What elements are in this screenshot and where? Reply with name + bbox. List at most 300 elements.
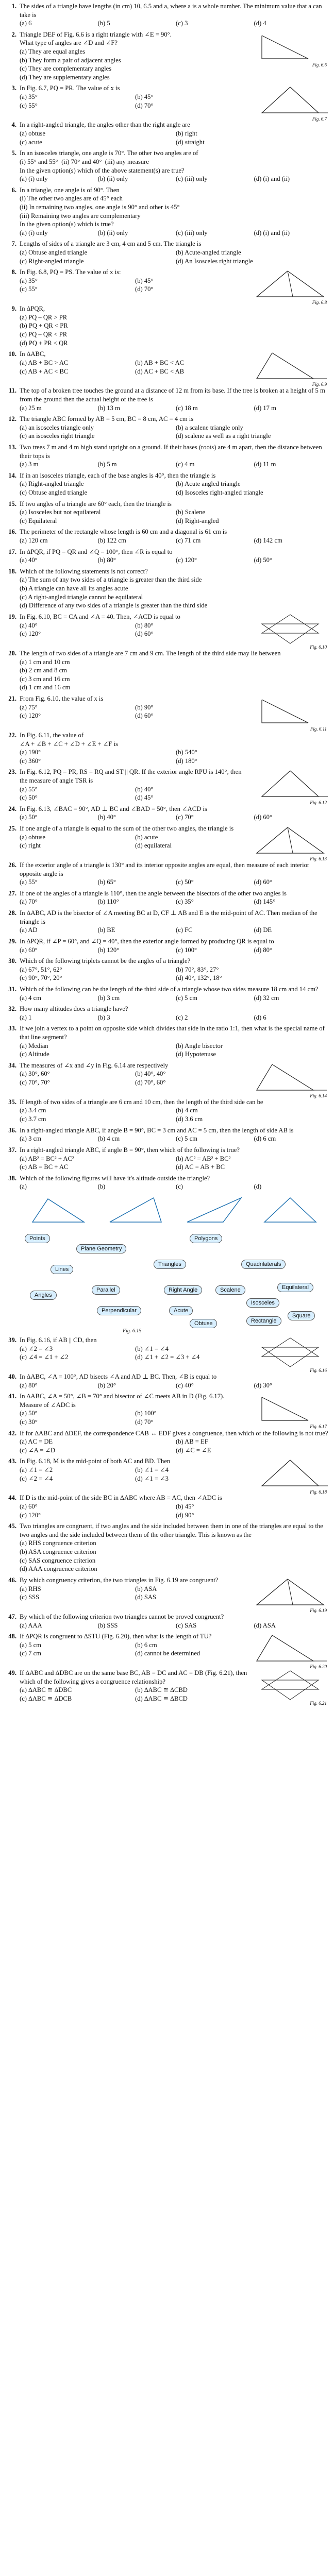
figure (252, 268, 329, 306)
concept-node: Perpendicular (97, 1306, 141, 1315)
answer-option[interactable]: (b) (97, 1183, 106, 1191)
answer-option[interactable]: (c) PQ – QR < PR (20, 331, 68, 338)
answer-option[interactable]: (c) SAS congruence criterion (20, 1556, 96, 1564)
question-text: If one of the angles of a triangle is 110°, then the angle between the bisectors of the other two angles is (20, 889, 287, 897)
answer-option[interactable]: (d) 60° (135, 712, 154, 720)
answer-option[interactable]: (b) Acute angled triangle (176, 480, 241, 488)
question-text: If ∆PQR is congruent to ∆STU (Fig. 6.20), then what is the length of TU? (20, 1633, 212, 1640)
question-text: If ∆ABC and ∆DBC are on the same base BC, AB = DC and AC = DB (Fig. 6.21), then which of the following gives a congruence relationship? (20, 1669, 249, 1685)
answer-option[interactable]: (a) 120 cm (20, 537, 48, 545)
option-list (20, 1013, 329, 1022)
option-triangle (182, 1194, 244, 1226)
option-list (20, 1686, 247, 1703)
answer-option[interactable]: (d) ∆ABC ≅ ∆BCD (135, 1694, 188, 1702)
figure-caption: Fig. 6.20 (310, 1664, 327, 1670)
option-list (20, 93, 247, 110)
question-text: Which of the following can be the length of the third side of a triangle whose two sides measure 18 cm and 14 cm? (20, 985, 319, 993)
figure-drawing (252, 1061, 329, 1094)
answer-option[interactable]: (b) AC² = AB² + BC² (176, 1155, 231, 1162)
answer-option[interactable]: (d) 50° (254, 556, 272, 564)
answer-option[interactable]: (a) 1 cm and 10 cm (20, 658, 70, 666)
option-list (20, 785, 247, 802)
option-triangle (27, 1194, 89, 1226)
answer-option[interactable]: (b) a scalene triangle only (176, 423, 243, 431)
figure-drawing (252, 1336, 329, 1369)
answer-option[interactable]: (a) 60° (20, 946, 38, 954)
answer-option[interactable]: (c) 100° (176, 946, 197, 954)
figure (252, 84, 329, 122)
question-item (4, 1613, 329, 1630)
answer-option[interactable]: (a) They are equal angles (20, 48, 86, 56)
question-number: 47. (8, 1613, 16, 1620)
question-text: If length of two sides of a triangle are 6 cm and 10 cm, then the length of the third side can be (20, 1098, 263, 1106)
answer-option[interactable]: (b) 70°, 83°, 27° (176, 965, 219, 973)
answer-option[interactable]: (d) (i) and (ii) (254, 175, 290, 183)
answer-option[interactable]: (a) 40° (20, 556, 38, 564)
answer-option[interactable]: (c) 30° (20, 1418, 38, 1426)
answer-option[interactable]: (c) SAS (176, 1621, 197, 1629)
question-number: 12. (8, 415, 16, 423)
answer-option[interactable]: (a) (i) only (20, 229, 48, 236)
option-list (20, 658, 329, 692)
answer-option[interactable]: (a) ∆ABC ≅ ∆DBC (20, 1686, 72, 1694)
option-list (20, 946, 329, 955)
question-number: 18. (8, 567, 16, 575)
answer-option[interactable]: (d) ∠1 = ∠3 (135, 1475, 169, 1482)
answer-option[interactable]: (b) 20° (97, 1381, 116, 1389)
answer-option[interactable]: (b) Angle bisector (176, 1042, 223, 1049)
answer-option[interactable]: (c) 71 cm (176, 537, 201, 545)
answer-option[interactable]: (d) SAS (135, 1594, 156, 1601)
question-text: In Fig. 6.12, PQ = PR, RS = RQ and ST || QR. If the exterior angle RPU is 140°, then the measure of angle TSR is (20, 768, 243, 784)
answer-option[interactable]: (b) 110° (97, 898, 119, 906)
answer-option[interactable]: (a) 3 m (20, 461, 39, 468)
answer-option[interactable]: (c) 5 cm (176, 1135, 197, 1143)
question-text: In ∆PQR, if ∠P = 60°, and ∠Q = 40°, then the exterior angle formed by producing QR is equal to (20, 937, 274, 945)
answer-option[interactable]: (c) A right-angled triangle cannot be equilateral (20, 593, 143, 601)
concept-node: Plane Geometry (76, 1244, 126, 1253)
concept-node: Rectangle (246, 1316, 281, 1326)
answer-option[interactable]: (c) 120° (20, 1511, 41, 1519)
answer-option[interactable]: (c) 120° (176, 556, 197, 564)
option-list (20, 575, 329, 609)
question-number: 3. (11, 84, 16, 92)
figure-caption: Fig. 6.14 (310, 1093, 327, 1098)
answer-option[interactable]: (d) (i) and (ii) (254, 229, 290, 236)
answer-option[interactable]: (d) ASA (254, 1621, 276, 1629)
answer-option[interactable]: (b) AB = EF (176, 1438, 208, 1446)
answer-option[interactable]: (a) 30°, 60° (20, 1070, 50, 1078)
answer-option[interactable]: (b) right (176, 130, 197, 138)
answer-option[interactable]: (c) 70°, 70° (20, 1079, 50, 1087)
answer-option[interactable]: (b) ASA (135, 1585, 157, 1592)
question-number: 44. (8, 1494, 16, 1502)
answer-option[interactable]: (a) Median (20, 1042, 48, 1049)
answer-option[interactable]: (b) Acute-angled triangle (176, 249, 241, 257)
answer-option[interactable]: (d) scalene as well as a right triangle (176, 432, 271, 440)
answer-option[interactable]: (d) ∠C = ∠E (176, 1446, 211, 1454)
answer-option[interactable]: (c) ∠2 = ∠4 (20, 1475, 53, 1482)
figure-caption: Fig. 6.15 (123, 1328, 142, 1334)
answer-option[interactable]: (c) 7 cm (20, 1650, 41, 1657)
answer-option[interactable]: (d) 45° (135, 794, 154, 802)
answer-option[interactable]: (c) 4 m (176, 461, 195, 468)
answer-option[interactable]: (a) an isosceles triangle only (20, 423, 94, 431)
question-item (4, 471, 329, 497)
answer-option[interactable]: (d) 70° (135, 101, 154, 109)
answer-option[interactable]: (b) Scalene (176, 509, 205, 516)
option-list (20, 994, 329, 1003)
answer-option[interactable]: (d) 6 (254, 1013, 266, 1021)
answer-option[interactable]: (c) FC (176, 926, 193, 934)
figure (252, 824, 329, 862)
answer-option[interactable]: (c) 18 m (176, 404, 198, 412)
question-item (4, 1457, 329, 1495)
answer-option[interactable]: (a) 80° (20, 1381, 38, 1389)
answer-option[interactable]: (a) (20, 1183, 27, 1191)
answer-option[interactable]: (c) Altitude (20, 1050, 49, 1058)
answer-option[interactable]: (a) 75° (20, 703, 38, 711)
answer-option[interactable]: (a) (i) only (20, 175, 48, 183)
figure-drawing (252, 30, 329, 63)
answer-option[interactable]: (d) ∠1 + ∠2 = ∠3 + ∠4 (135, 1353, 200, 1361)
answer-option[interactable]: (c) 55° (20, 285, 38, 293)
answer-option[interactable]: (d) AC = AB + BC (176, 1163, 225, 1171)
answer-option[interactable]: (d) Right-angled (176, 517, 219, 524)
answer-option[interactable]: (d) DE (254, 926, 272, 934)
answer-option[interactable]: (b) 40° (97, 814, 116, 821)
answer-option[interactable]: (b) 45° (176, 1503, 194, 1511)
question-text: In ∆PQR, (20, 305, 45, 313)
answer-option[interactable]: (a) 55° (20, 785, 38, 793)
option-list (20, 47, 247, 81)
question-text: If two angles of a triangle are 60° each, then the triangle is (20, 500, 172, 507)
answer-option[interactable]: (a) AB + BC > AC (20, 359, 69, 366)
question-item (4, 889, 329, 906)
answer-option[interactable]: (a) 4 cm (20, 994, 41, 1002)
question-text: In Fig. 6.7, PQ = PR. The value of x is (20, 84, 120, 92)
option-list (20, 1539, 329, 1573)
answer-option[interactable]: (b) 45° (135, 277, 154, 284)
answer-option[interactable]: (b) 45° (135, 93, 154, 101)
figure-drawing (252, 694, 329, 727)
answer-option[interactable]: (c) 40° (176, 1381, 194, 1389)
answer-option[interactable]: (c) (iii) only (176, 175, 208, 183)
answer-option[interactable]: (b) ∆ABC ≅ ∆CBD (135, 1686, 188, 1694)
answer-option[interactable]: (b) PQ + QR < PR (20, 322, 68, 330)
answer-option[interactable]: (a) obtuse (20, 833, 46, 841)
answer-option[interactable]: (c) an isosceles right triangle (20, 432, 95, 440)
answer-option[interactable]: (d) 32 cm (254, 994, 279, 1002)
answer-option[interactable]: (a) 25 m (20, 404, 42, 412)
answer-option[interactable]: (b) 4 cm (176, 1107, 198, 1114)
concept-node: Angles (30, 1291, 57, 1300)
question-item (4, 985, 329, 1002)
concept-node: Scalene (215, 1285, 245, 1295)
answer-option[interactable]: (c) 50° (176, 878, 194, 886)
answer-option[interactable]: (d) Isosceles right-angled triangle (176, 488, 263, 496)
answer-option[interactable]: (b) BE (97, 926, 115, 934)
question-text: In a right-angled triangle, the angles other than the right angle are (20, 121, 190, 129)
answer-option[interactable]: (d) 40°, 132°, 18° (176, 974, 222, 982)
figure-caption: Fig. 6.21 (310, 1701, 327, 1706)
figure (252, 1632, 329, 1670)
answer-option[interactable]: (c) 3.7 cm (20, 1115, 46, 1123)
answer-option[interactable]: (c) 120° (20, 712, 41, 720)
answer-option[interactable]: (c) SSS (20, 1594, 40, 1601)
question-item (4, 937, 329, 954)
figure-caption: Fig. 6.7 (312, 116, 327, 122)
question-item (4, 861, 329, 887)
answer-option[interactable]: (a) 6 (20, 20, 32, 27)
answer-option[interactable]: (c) They are complementary angles (20, 65, 112, 73)
answer-option[interactable]: (d) AAA congruence criterion (20, 1565, 97, 1573)
option-list (20, 1134, 329, 1143)
answer-option[interactable]: (a) AC = DE (20, 1438, 53, 1446)
concept-map (20, 1229, 329, 1332)
question-number: 7. (11, 240, 16, 248)
answer-option[interactable]: (d) An Isosceles right triangle (176, 257, 253, 265)
question-item (4, 694, 329, 732)
answer-option[interactable]: (a) The sum of any two sides of a triangle is greater than the third side (20, 576, 202, 584)
question-number: 8. (11, 268, 16, 276)
answer-option[interactable]: (d) 4 (254, 20, 266, 27)
option-list (20, 1641, 247, 1658)
answer-option[interactable]: (a) 50° (20, 1410, 38, 1417)
answer-option[interactable]: (d) 90° (176, 1511, 194, 1519)
answer-option[interactable]: (a) Right-angled triangle (20, 480, 84, 488)
answer-option[interactable]: (d) 80° (254, 946, 272, 954)
answer-option[interactable]: (c) AB + AC < BC (20, 367, 69, 375)
question-item (4, 1336, 329, 1374)
question-number: 26. (8, 861, 16, 869)
figure-caption: Fig. 6.9 (312, 382, 327, 387)
question-number: 10. (8, 350, 16, 358)
answer-option[interactable]: (a) 55° (20, 878, 38, 886)
answer-option[interactable]: (d) 180° (176, 757, 197, 765)
answer-option[interactable]: (a) 5 cm (20, 1641, 41, 1649)
answer-option[interactable]: (b) 40° (135, 785, 154, 793)
answer-option[interactable]: (b) 4 cm (97, 1135, 120, 1143)
answer-option[interactable]: (c) 2 (176, 1013, 188, 1021)
answer-option[interactable]: (c) 120° (20, 630, 41, 638)
answer-option[interactable]: (b) 3 cm (97, 994, 120, 1002)
answer-option[interactable]: (d) 11 m (254, 461, 276, 468)
answer-option[interactable]: (d) Difference of any two sides of a triangle is greater than the third side (20, 602, 208, 609)
answer-option[interactable]: (c) 5 cm (176, 994, 197, 1002)
question-item (4, 2, 329, 28)
answer-option[interactable]: (c) right (20, 842, 41, 850)
question-item (4, 149, 329, 183)
option-list (20, 556, 329, 565)
answer-option[interactable]: (d) straight (176, 138, 205, 146)
answer-option[interactable]: (d) 6 cm (254, 1135, 276, 1143)
answer-option[interactable]: (d) 142 cm (254, 537, 282, 545)
question-text: If in an isosceles triangle, each of the base angles is 40°, then the triangle is (20, 471, 216, 479)
answer-option[interactable]: (d) 1 cm and 16 cm (20, 684, 71, 691)
answer-option[interactable]: (a) Obtuse angled triangle (20, 249, 88, 257)
answer-option[interactable]: (a) 1 (20, 1013, 32, 1021)
answer-option[interactable]: (a) AD (20, 926, 38, 934)
answer-option[interactable]: (b) 80° (97, 556, 116, 564)
answer-option[interactable]: (a) 60° (20, 1503, 38, 1511)
answer-option[interactable]: (d) 30° (254, 1381, 272, 1389)
figure-drawing (252, 1392, 329, 1425)
question-number: 39. (8, 1336, 16, 1344)
answer-option[interactable]: (d) 60° (254, 814, 272, 821)
answer-option[interactable]: (c) 70° (176, 814, 194, 821)
question-text: In Fig. 6.13, ∠BAC = 90°, AD ⊥ BC and ∠BAD = 50°, then ∠ACD is (20, 805, 207, 812)
answer-option[interactable]: (d) 70° (135, 285, 154, 293)
answer-option[interactable]: (a) ∠1 = ∠2 (20, 1466, 53, 1474)
answer-option[interactable]: (a) 67°, 51°, 62° (20, 965, 62, 973)
answer-option[interactable]: (b) ∠1 = ∠4 (135, 1345, 169, 1352)
question-item (4, 957, 329, 982)
question-item (4, 613, 329, 650)
concept-node: Quadrilaterals (241, 1260, 286, 1269)
question-text: In Fig. 6.16, if AB || CD, then (20, 1336, 97, 1344)
answer-option[interactable]: (b) 40°, 40° (135, 1070, 166, 1078)
answer-option[interactable]: (b) ASA congruence criterion (20, 1548, 96, 1556)
answer-option[interactable]: (c) 3 (176, 20, 188, 27)
answer-option[interactable]: (b) (ii) only (97, 175, 128, 183)
answer-option[interactable]: (a) AAA (20, 1621, 42, 1629)
answer-option[interactable]: (c) 90°, 70°, 20° (20, 974, 62, 982)
answer-option[interactable]: (b) 80° (135, 621, 154, 629)
answer-option[interactable]: (d) 17 m (254, 404, 276, 412)
answer-option[interactable]: (a) 3.4 cm (20, 1107, 46, 1114)
answer-option[interactable]: (a) 70° (20, 898, 38, 906)
concept-node: Equilateral (277, 1283, 313, 1292)
answer-option[interactable]: (a) Isosceles but not equilateral (20, 509, 101, 516)
answer-option[interactable]: (c) AB = BC + AC (20, 1163, 69, 1171)
answer-option[interactable]: (a) 50° (20, 814, 38, 821)
answer-option[interactable]: (b) 100° (135, 1410, 157, 1417)
answer-option[interactable]: (c) (iii) only (176, 229, 208, 236)
answer-option[interactable]: (c) ∆ABC ≅ ∆DCB (20, 1694, 72, 1702)
answer-option[interactable]: (b) SSS (97, 1621, 118, 1629)
answer-option[interactable]: (a) AB² = BC² + AC² (20, 1155, 74, 1162)
answer-option[interactable]: (d) 145° (254, 898, 276, 906)
option-list (20, 965, 329, 982)
question-text: Which of the following statements is not correct? (20, 567, 148, 575)
question-text: In Fig. 6.10, BC = CA and ∠A = 40. Then, ∠ACD is equal to (20, 613, 180, 620)
answer-option[interactable]: (b) 13 m (97, 404, 120, 412)
question-item (4, 528, 329, 545)
answer-option[interactable]: (b) AB + BC < AC (135, 359, 185, 366)
answer-option[interactable]: (a) 35° (20, 93, 38, 101)
answer-option[interactable]: (c) 3 cm and 16 cm (20, 675, 70, 683)
answer-option[interactable]: (a) RHS (20, 1585, 41, 1592)
answer-option[interactable]: (d) Hypotenuse (176, 1050, 216, 1058)
answer-option[interactable]: (d) cannot be determined (135, 1650, 201, 1657)
answer-option[interactable]: (b) 90° (135, 703, 154, 711)
option-figures (20, 1194, 329, 1226)
answer-option[interactable]: (b) 6 cm (135, 1641, 157, 1649)
answer-option[interactable]: (b) 122 cm (97, 537, 126, 545)
answer-option[interactable]: (b) 65° (97, 878, 116, 886)
answer-option[interactable]: (c) ∠4 = ∠1 + ∠2 (20, 1353, 69, 1361)
answer-option[interactable]: (a) PQ – QR > PR (20, 313, 68, 321)
answer-option[interactable]: (a) 40° (20, 621, 38, 629)
question-text: In ∆ABC, AD is the bisector of ∠A meeting BC at D, CF ⊥ AB and E is the mid-point of AC. Then median of the triangle is (20, 909, 319, 925)
answer-option[interactable]: (d) 3.6 cm (176, 1115, 203, 1123)
answer-option[interactable]: (d) PQ + PR < QR (20, 339, 68, 347)
answer-option[interactable]: (c) Obtuse angled triangle (20, 488, 88, 496)
answer-option[interactable]: (c) 55° (20, 101, 38, 109)
answer-option[interactable]: (b) They form a pair of adjacent angles (20, 56, 121, 64)
answer-option[interactable]: (b) ∠1 = ∠4 (135, 1466, 169, 1474)
question-text: In ∆ABC, (20, 350, 46, 358)
answer-option[interactable]: (b) 120° (97, 946, 120, 954)
answer-option[interactable]: (b) 5 m (97, 461, 117, 468)
answer-option[interactable]: (d) 60° (254, 878, 272, 886)
answer-option[interactable]: (d) AC + BC < AB (135, 367, 185, 375)
concept-node: Lines (51, 1265, 73, 1274)
answer-option[interactable]: (d) (254, 1183, 262, 1191)
answer-option[interactable]: (a) obtuse (20, 130, 46, 138)
answer-option[interactable]: (b) 2 cm and 8 cm (20, 667, 67, 674)
answer-option[interactable]: (b) 3 (97, 1013, 110, 1021)
answer-option[interactable]: (c) acute (20, 138, 42, 146)
option-list (20, 536, 329, 545)
answer-option[interactable]: (d) 70°, 60° (135, 1079, 166, 1087)
answer-option[interactable]: (a) ∠2 = ∠3 (20, 1345, 53, 1352)
concept-node: Points (25, 1234, 50, 1243)
answer-option[interactable]: (a) 190° (20, 749, 41, 756)
figure (252, 30, 329, 67)
question-item (4, 1024, 329, 1058)
option-triangle (259, 1194, 321, 1226)
figure-caption: Fig. 6.19 (310, 1608, 327, 1614)
concept-node: Polygons (190, 1234, 222, 1243)
answer-option[interactable]: (c) 360° (20, 757, 41, 765)
answer-option[interactable]: (c) 50° (20, 794, 38, 802)
concept-node: Acute (169, 1306, 193, 1315)
answer-option[interactable]: (c) 35° (176, 898, 194, 906)
answer-option[interactable]: (c) ∠A = ∠D (20, 1446, 56, 1454)
question-text: Lengths of sides of a triangle are 3 cm, 4 cm and 5 cm. The triangle is (20, 240, 202, 248)
answer-option[interactable]: (d) They are supplementary angles (20, 73, 110, 81)
answer-option[interactable]: (c) (176, 1183, 183, 1191)
figure-caption: Fig. 6.18 (310, 1489, 327, 1495)
answer-option[interactable]: (b) A triangle can have all its angles acute (20, 585, 128, 592)
answer-option[interactable]: (b) 5 (97, 20, 110, 27)
answer-option[interactable]: (c) Equilateral (20, 517, 57, 524)
option-list (20, 129, 329, 146)
question-item (4, 1494, 329, 1519)
question-text: From Fig. 6.10, the value of x is (20, 694, 104, 702)
answer-option[interactable]: (b) 540° (176, 749, 197, 756)
answer-option[interactable]: (b) (ii) only (97, 229, 128, 236)
answer-option[interactable]: (a) 3 cm (20, 1135, 41, 1143)
question-text: If D is the mid-point of the side BC in ∆ABC where AB = AC, then ∠ADC is (20, 1494, 222, 1502)
option-list (20, 248, 329, 265)
answer-option[interactable]: (d) equilateral (135, 842, 172, 850)
option-list (20, 1155, 329, 1172)
answer-option[interactable]: (c) Right-angled triangle (20, 257, 84, 265)
question-item (4, 1669, 329, 1706)
answer-option[interactable]: (b) acute (135, 833, 158, 841)
figure (252, 1336, 329, 1374)
answer-option[interactable]: (d) 60° (135, 630, 154, 638)
answer-option[interactable]: (d) 70° (135, 1418, 154, 1426)
figure-drawing (252, 613, 329, 646)
answer-option[interactable]: (a) RHS congruence criterion (20, 1539, 96, 1547)
option-list (20, 703, 247, 720)
question-text: By which congruency criterion, the two triangles in Fig. 6.19 are congruent? (20, 1576, 219, 1584)
answer-option[interactable]: (a) 35° (20, 277, 38, 284)
